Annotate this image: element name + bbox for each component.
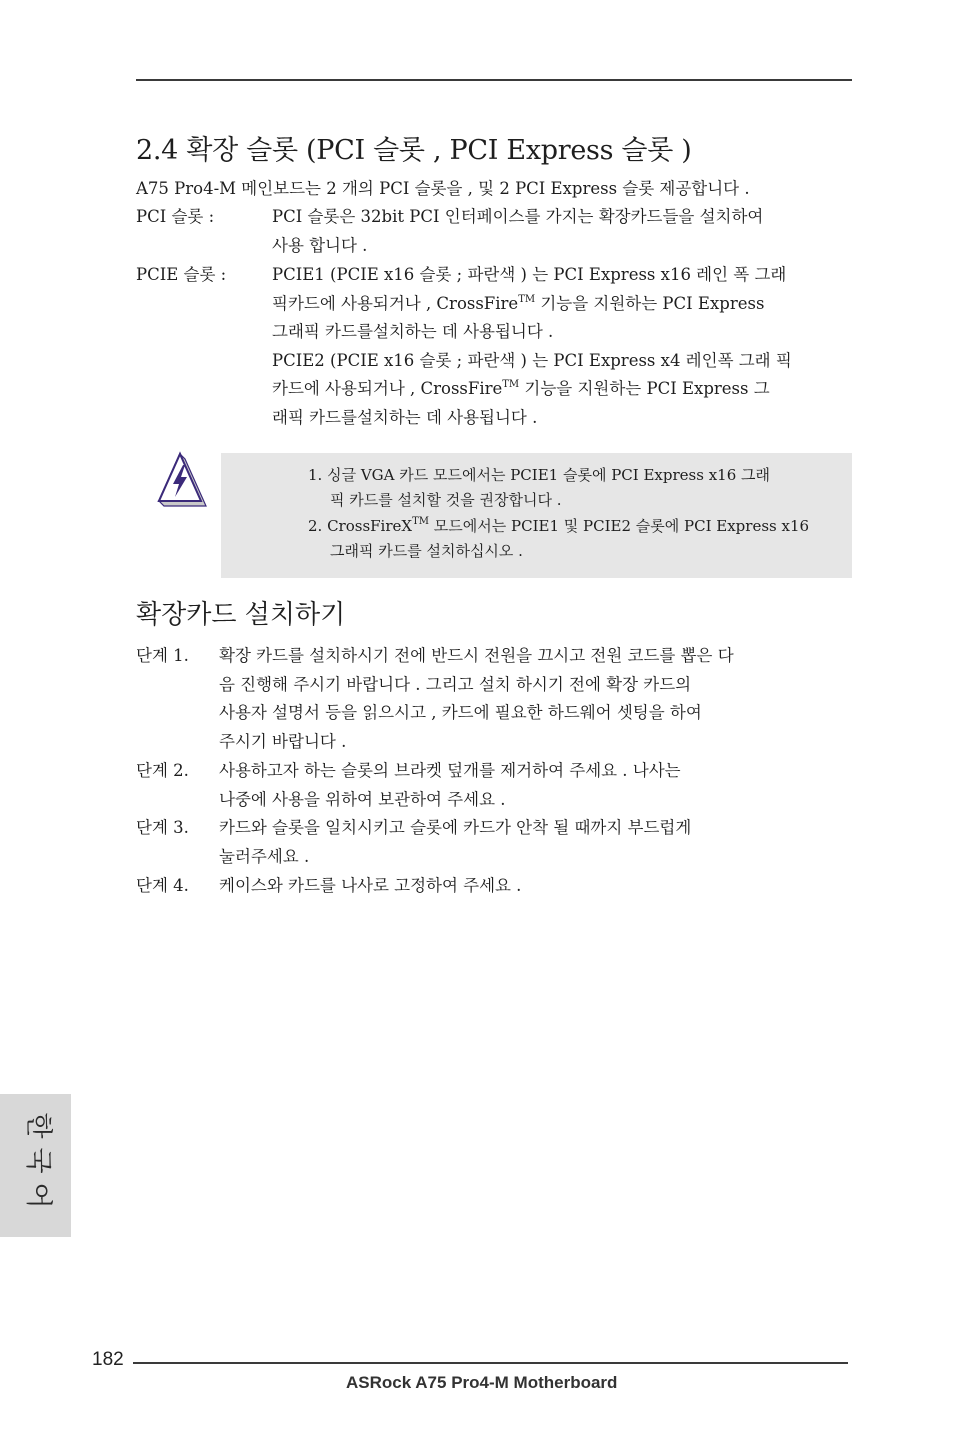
page-number: 182	[92, 1349, 124, 1370]
warning-triangle-icon	[155, 451, 215, 509]
step-4-label: 단계 4.	[136, 876, 189, 895]
pcie1-text: 기능을 지원하는 PCI Express	[535, 293, 765, 313]
install-title: 확장카드 설치하기	[136, 600, 346, 630]
pci-desc-line: PCI 슬롯은 32bit PCI 인터페이스를 가지는 확장카드들을 설치하여	[272, 207, 764, 226]
section-title: 2.4 확장 슬롯 (PCI 슬롯 , PCI Express 슬롯 )	[136, 135, 692, 166]
step-line: 확장 카드를 설치하시기 전에 반드시 전원을 끄시고 전원 코드를 뽑은 다	[219, 646, 734, 665]
step-line: 카드와 슬롯을 일치시키고 슬롯에 카드가 안착 될 때까지 부드럽게	[219, 818, 692, 837]
note-item-1: 1. 싱글 VGA 카드 모드에서는 PCIE1 슬롯에 PCI Express x16 그래	[308, 466, 770, 484]
pci-desc-line: 사용 합니다 .	[272, 235, 368, 255]
pcie2-line: PCIE2 (PCIE x16 슬롯 ; 파란색 ) 는 PCI Express x4 레인폭 그래 픽	[272, 350, 792, 370]
pcie2-text: 기능을 지원하는 PCI Express 그	[519, 379, 770, 399]
note-item-2-cont: 그래픽 카드를 설치하십시오 .	[330, 542, 523, 560]
step-2-text	[219, 757, 681, 814]
step-line: 주시기 바랍니다 .	[219, 731, 347, 751]
note-item-1-cont: 픽 카드를 설치할 것을 권장합니다 .	[330, 491, 562, 509]
pcie2-text: 카드에 사용되거나 , CrossFire	[272, 379, 503, 399]
pcie-term: PCIE 슬롯 :	[136, 265, 227, 284]
pcie1-text: 픽카드에 사용되거나 , CrossFire	[272, 293, 519, 313]
step-3-label: 단계 3.	[136, 818, 189, 837]
step-line: 케이스와 카드를 나사로 고정하여 주세요 .	[219, 876, 522, 895]
bottom-rule	[133, 1362, 848, 1364]
step-2-label: 단계 2.	[136, 761, 189, 780]
step-line: 사용자 설명서 등을 읽으시고 , 카드에 필요한 하드웨어 셋팅을 하여	[219, 703, 702, 723]
language-tab-label	[24, 1108, 52, 1213]
trademark: TM	[412, 516, 430, 527]
step-1-text	[219, 642, 734, 756]
pcie1-line	[272, 290, 862, 319]
pcie2-line	[272, 375, 862, 404]
note-item-2	[308, 514, 809, 539]
note-item-2-text: 2. CrossFireX	[308, 517, 413, 535]
pcie1-line: 그래픽 카드를설치하는 데 사용됩니다 .	[272, 322, 554, 342]
note-item-2-text: 모드에서는 PCIE1 및 PCIE2 슬롯에 PCI Express x16	[429, 517, 810, 535]
trademark: TM	[518, 293, 536, 305]
pci-term: PCI 슬롯 :	[136, 207, 215, 226]
step-line: 눌러주세요 .	[219, 846, 310, 866]
pcie2-line: 래픽 카드를설치하는 데 사용됩니다 .	[272, 407, 538, 427]
step-1-label: 단계 1.	[136, 646, 189, 665]
language-char: 한	[22, 1112, 54, 1139]
step-3-text	[219, 814, 691, 871]
pci-description	[272, 203, 862, 260]
section-intro: A75 Pro4-M 메인보드는 2 개의 PCI 슬롯을 , 및 2 PCI Express 슬롯 제공합니다 .	[136, 179, 750, 198]
step-line: 나중에 사용을 위하여 보관하여 주세요 .	[219, 789, 506, 809]
trademark: TM	[502, 379, 520, 391]
footer-product: ASRock A75 Pro4-M Motherboard	[346, 1373, 618, 1392]
pcie-description	[272, 261, 862, 433]
pcie1-line: PCIE1 (PCIE x16 슬롯 ; 파란색 ) 는 PCI Express x16 레인 폭 그래	[272, 265, 787, 284]
step-4-text	[219, 872, 521, 901]
language-char: 어	[22, 1182, 54, 1209]
language-char: 국	[22, 1147, 54, 1174]
step-line: 사용하고자 하는 슬롯의 브라켓 덮개를 제거하여 주세요 . 나사는	[219, 761, 681, 780]
step-line: 음 진행해 주시기 바랍니다 . 그리고 설치 하시기 전에 확장 카드의	[219, 674, 692, 694]
top-rule	[136, 79, 852, 81]
